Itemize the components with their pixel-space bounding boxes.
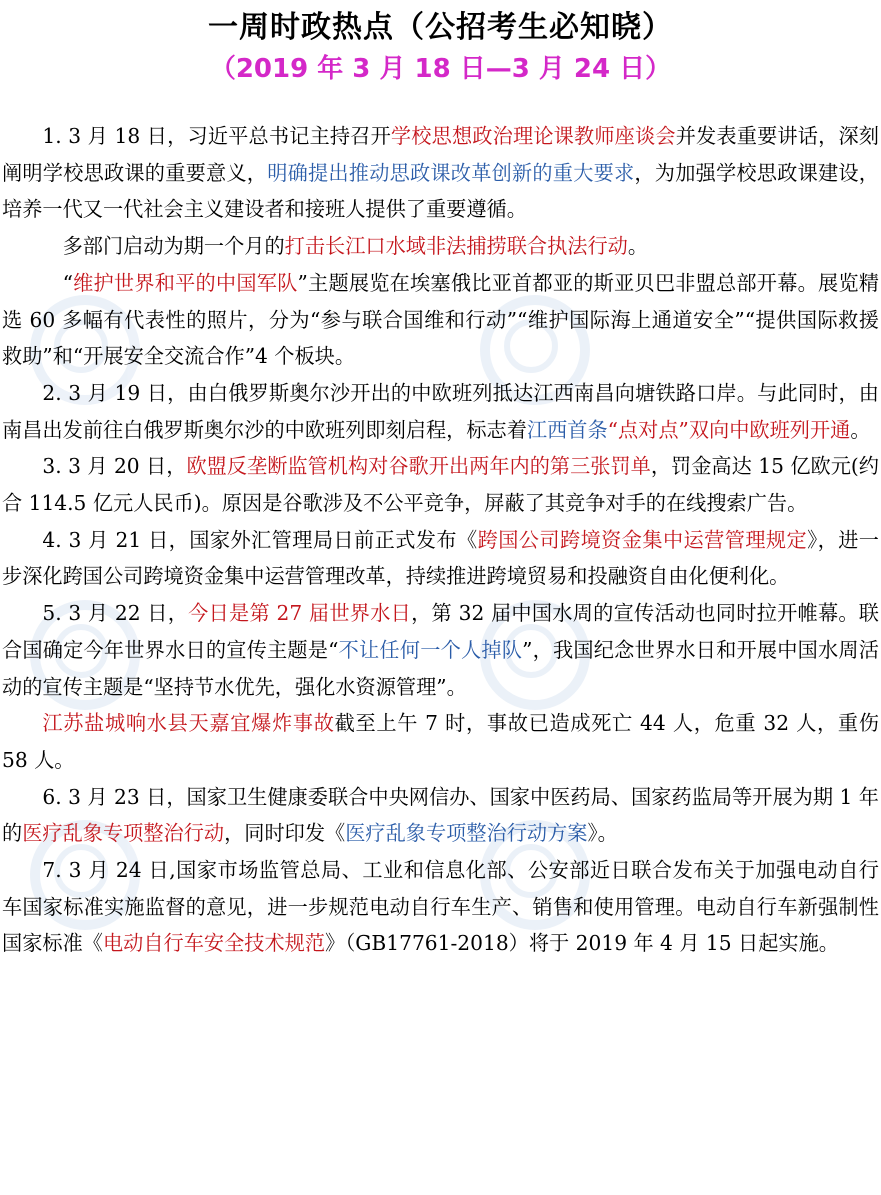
page-title: 一周时政热点（公招考生必知晓） xyxy=(208,10,673,45)
text-segment: 7. 3 月 24 日,国家市场监管总局、工业和信息化部、公安部近日联合发布关于加强电动自行车国家标准实施监督的意见，进一步规范电动自行车生产、销售和使用管理。电动自行车新强制性国家标准《 xyxy=(2,858,879,956)
text-segment: 。 xyxy=(627,234,649,259)
text-segment: 4. 3 月 21 日，国家外汇管理局日前正式发布《 xyxy=(42,527,478,552)
text-segment: 截至上午 7 时，事故已造成死亡 44 人，危重 32 人，重伤 58 人。 xyxy=(2,711,879,772)
text-segment: ，同时印发《 xyxy=(224,821,346,846)
news-item-item-5 xyxy=(2,595,879,705)
highlight-red: 欧盟反垄断监管机构对谷歌开出两年内的第三张罚单 xyxy=(186,454,651,479)
highlight-blue: 不让任何一个人掉队 xyxy=(338,637,523,662)
text-segment: 》（GB17761-2018）将于 2019 年 4 月 15 日起实施。 xyxy=(325,931,839,956)
text-segment: 5. 3 月 22 日， xyxy=(42,601,189,626)
news-item-item-1b xyxy=(2,228,879,265)
news-item-item-6 xyxy=(2,779,879,852)
news-list xyxy=(2,118,879,962)
highlight-red: 今日是第 27 届世界水日 xyxy=(188,601,412,626)
text-segment: 并发表重要讲话，深刻阐明学校思政课的重要意义， xyxy=(2,124,879,185)
highlight-red: 维护世界和平的中国军队 xyxy=(72,270,298,295)
news-item-item-4 xyxy=(2,522,879,595)
highlight-blue: 医疗乱象专项整治行动方案 xyxy=(345,821,588,846)
text-segment: ，第 32 届中国水周的宣传活动也同时拉开帷幕。联合国确定今年世界水日的宣传主题是“ xyxy=(2,601,879,662)
news-item-item-1 xyxy=(2,118,879,228)
text-segment: ”，我国纪念世界水日和开展中国水周活动的宣传主题是“坚持节水优先，强化水资源管理”。 xyxy=(2,637,879,699)
text-segment: 6. 3 月 23 日，国家卫生健康委联合中央网信办、国家中医药局、国家药监局等开展为期 1 年的 xyxy=(2,784,879,846)
text-segment: ”主题展览在埃塞俄比亚首都亚的斯亚贝巴非盟总部开幕。展览精选 60 多幅有代表性的照片，分为“参与联合国维和行动”“维护国际海上通道安全”“提供国际救援救助”和“开展安全交流合作”4 个板块。 xyxy=(2,270,879,369)
news-item-item-5b xyxy=(2,705,879,778)
highlight-red: 打击长江口水域非法捕捞联合执法行动 xyxy=(284,234,628,259)
text-segment: 1. 3 月 18 日，习近平总书记主持召开 xyxy=(42,124,391,148)
highlight-red: 学校思想政治理论课教师座谈会 xyxy=(390,124,676,148)
text-segment: 3. 3 月 20 日， xyxy=(42,454,187,479)
text-segment: 2. 3 月 19 日，由白俄罗斯奥尔沙开出的中欧班列抵达江西南昌向塘铁路口岸。与此同时，由南昌出发前往白俄罗斯奥尔沙的中欧班列即刻启程，标志着 xyxy=(2,380,879,442)
news-item-item-3 xyxy=(2,448,879,521)
text-segment: “ xyxy=(62,270,73,295)
news-item-item-7 xyxy=(2,852,879,962)
page-subtitle-date-range: （2019 年 3 月 18 日—3 月 24 日） xyxy=(209,54,672,84)
highlight-red: “点对点”双向中欧班列开通 xyxy=(607,417,851,442)
highlight-red: 医疗乱象专项整治行动 xyxy=(22,821,225,846)
news-item-item-2 xyxy=(2,375,879,448)
highlight-blue: 明确提出推动思政课改革创新的重大要求 xyxy=(267,160,635,185)
text-segment: 。 xyxy=(850,417,871,442)
text-segment: ，罚金高达 15 亿欧元(约合 114.5 亿元人民币)。原因是谷歌涉及不公平竞争，屏蔽了其竞争对手的在线搜索广告。 xyxy=(2,454,879,516)
news-item-item-1c xyxy=(2,265,879,375)
text-segment: ，为加强学校思政课建设，培养一代又一代社会主义建设者和接班人提供了重要遵循。 xyxy=(2,160,879,222)
highlight-red: 电动自行车安全技术规范 xyxy=(102,931,326,956)
highlight-red: 跨国公司跨境资金集中运营管理规定 xyxy=(477,527,808,552)
text-segment: 》。 xyxy=(587,821,618,846)
highlight-red: 江苏盐城响水县天嘉宜爆炸事故 xyxy=(42,711,335,736)
text-segment: 多部门启动为期一个月的 xyxy=(62,234,285,259)
highlight-blue: 江西首条 xyxy=(526,417,608,442)
text-segment: 》，进一步深化跨国公司跨境资金集中运营管理改革，持续推进跨境贸易和投融资自由化便利化。 xyxy=(2,527,879,589)
